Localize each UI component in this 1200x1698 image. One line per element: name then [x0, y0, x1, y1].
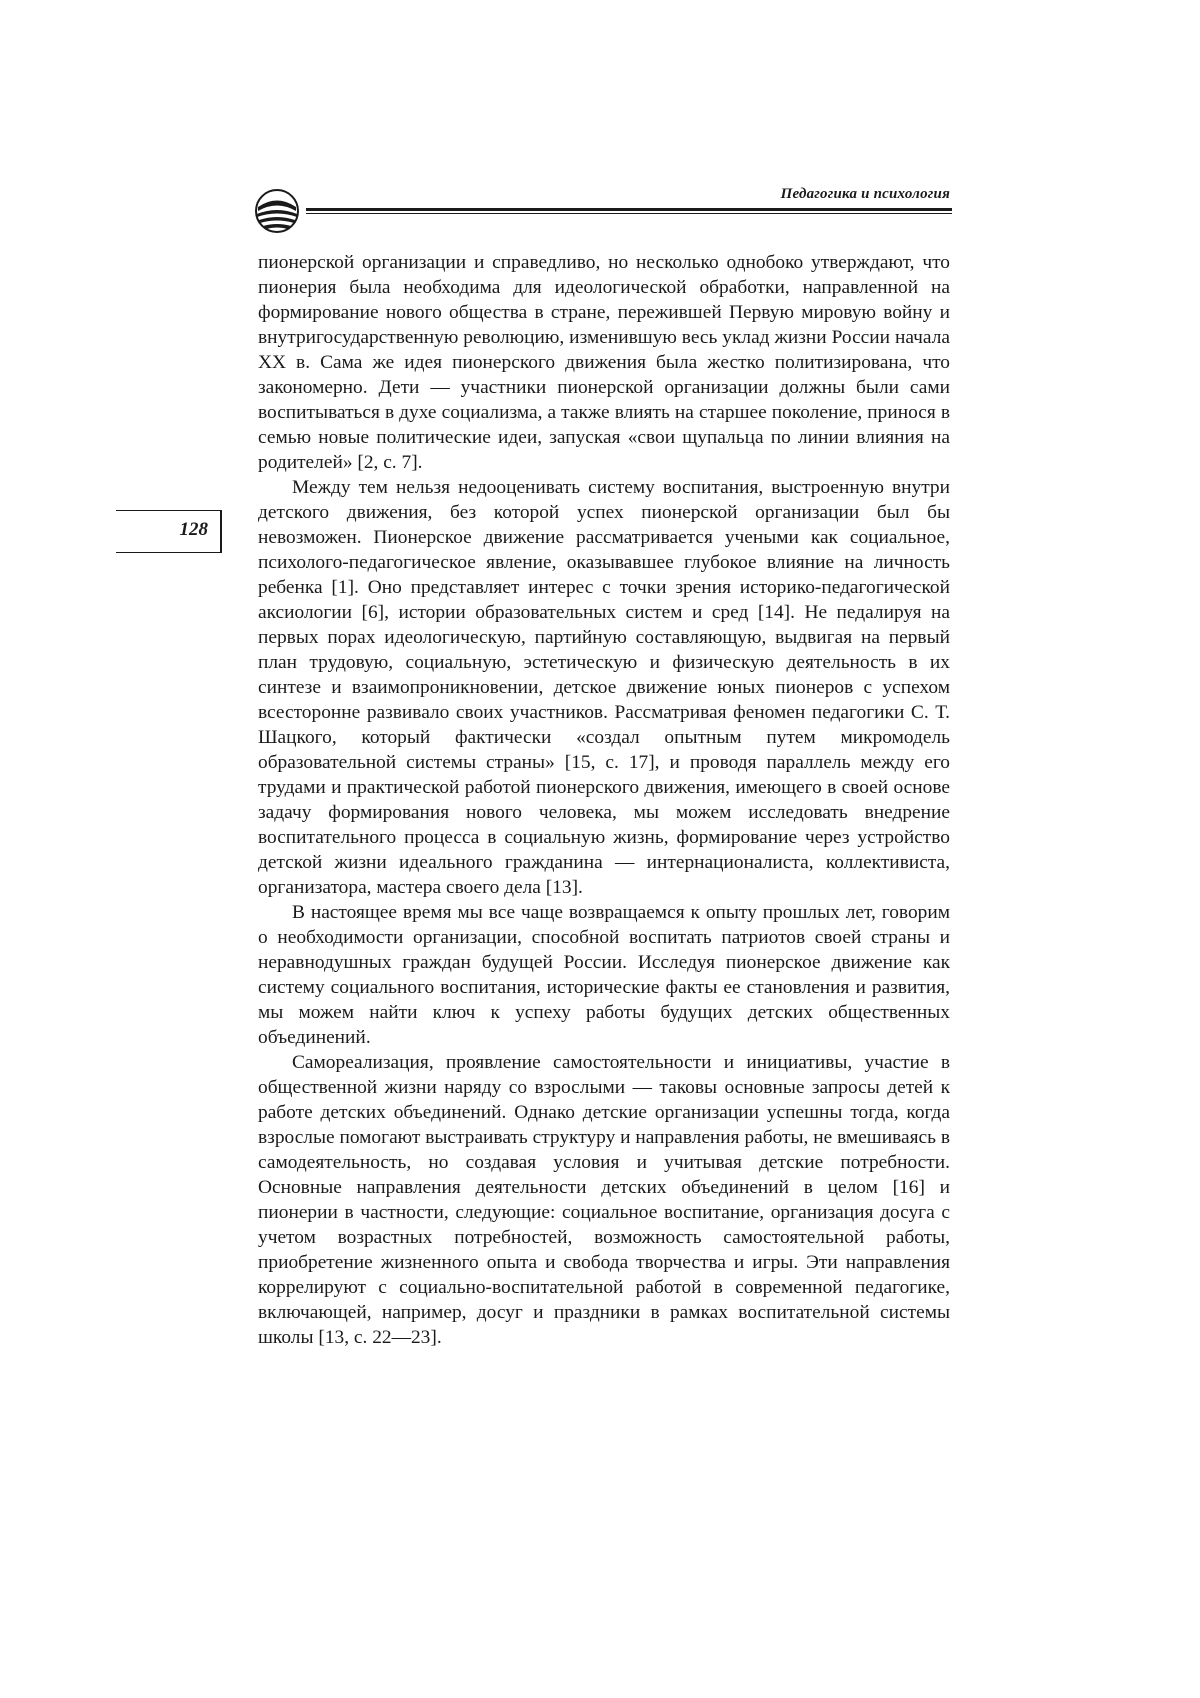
paragraph-3: В настоящее время мы все чаще возвращаемся к опыту прошлых лет, говорим о необходимости организации, способной воспитать патриотов своей страны и неравнодушных граждан будущей России. Исследуя пионерское движение как систему социального воспитания, исторические факты ее становления и развития, мы можем найти ключ к успеху работы будущих детских общественных объединений.: [258, 902, 950, 1048]
paragraph-4: Самореализация, проявление самостоятельности и инициативы, участие в общественной жизни наряду со взрослыми — таковы основные запросы детей к работе детских объединений. Однако детские организации успешны тогда, когда взрослые помогают выстраивать структуру и направления работы, не вмешиваясь в самодеятельность, но создавая условия и учитывая детские потребности. Основные направления деятельности детских объединений в целом [16] и пионерии в частности, следующие: социальное воспитание, организация досуга с учетом возрастных потребностей, возможность самостоятельной работы, приобретение жизненного опыта и свобода творчества и игры. Эти направления коррелируют с социально-воспитательной работой в современной педагогике, включающей, например, досуг и праздники в рамках воспитательной системы школы [13, с. 22—23].: [258, 1052, 950, 1348]
paragraph-2: Между тем нельзя недооценивать систему воспитания, выстроенную внутри детского движения, без которой успех пионерской организации был бы невозможен. Пионерское движение рассматривается учеными как социальное, психолого-педагогическое явление, оказывавшее глубокое влияние на личность ребенка [1]. Оно представляет интерес с точки зрения историко-педагогической аксиологии [6], истории образовательных систем и сред [14]. Не педалируя на первых порах идеологическую, партийную составляющую, выдвигая на первый план трудовую, социальную, эстетическую и физическую деятельность в их синтезе и взаимопроникновении, детское движение юных пионеров с успехом всесторонне развивало своих участников. Рассматривая феномен педагогики С. Т. Шацкого, который фактически «создал опытным путем микромодель образовательной системы страны» [15, с. 17], и проводя параллель между его трудами и практической работой пионерского движения, имеющего в своей основе задачу формирования нового человека, мы можем исследовать внедрение воспитательного процесса в социальную жизнь, формирование через устройство детской жизни идеального гражданина — интернационалиста, коллективиста, организатора, мастера своего дела [13].: [258, 477, 950, 898]
header-rule-thin: [306, 213, 952, 214]
journal-logo-icon: [254, 188, 300, 234]
paragraph-1: пионерской организации и справедливо, но несколько однобоко утверждают, что пионерия была необходима для идеологической обработки, направленной на формирование нового общества в стране, пережившей Первую мировую войну и внутригосударственную революцию, изменившую весь уклад жизни России начала XX в. Сама же идея пионерского движения была жестко политизирована, что закономерно. Дети — участники пионерской организации должны были сами воспитываться в духе социализма, а также влиять на старшее поколение, принося в семью новые политические идеи, запуская «свои щупальца по линии влияния на родителей» [2, с. 7].: [258, 252, 950, 473]
page-number: 128: [179, 519, 208, 540]
journal-title: Педагогика и психология: [780, 186, 950, 202]
header-rule-thick: [306, 208, 952, 211]
page-header: [254, 182, 952, 236]
article-body: [258, 250, 950, 1350]
page-number-box: [116, 510, 222, 553]
